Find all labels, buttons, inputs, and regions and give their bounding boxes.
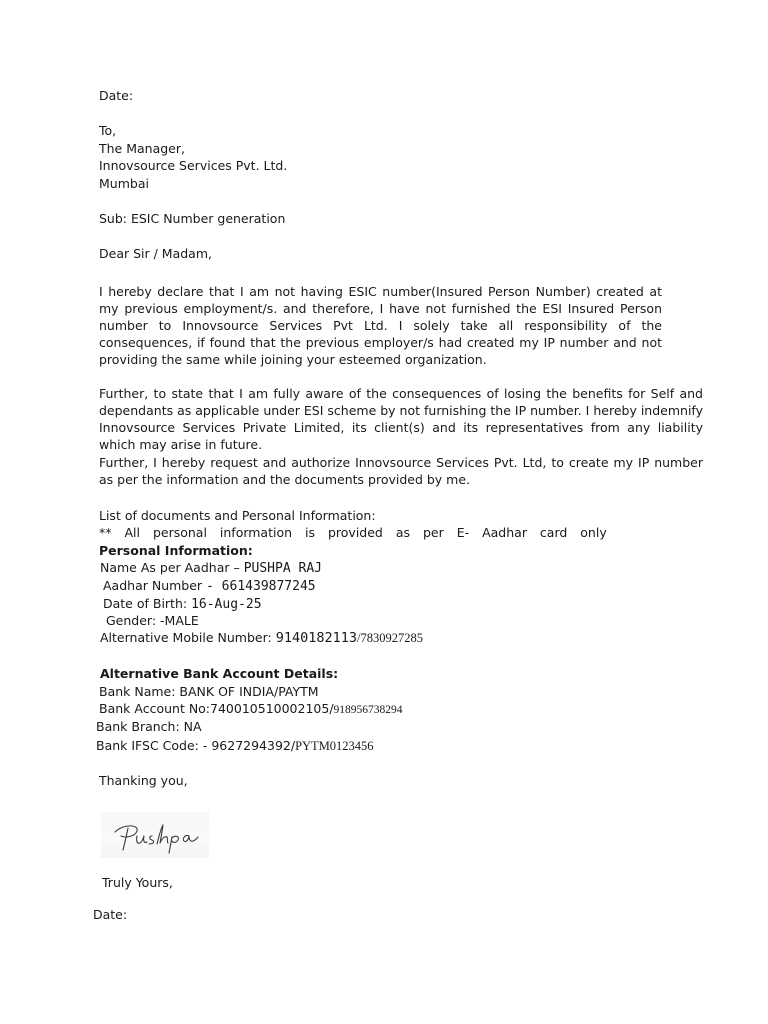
bank-ifsc-label: Bank IFSC Code: - 9627294392/ xyxy=(96,738,296,753)
aadhar-label: Aadhar Number xyxy=(103,578,207,593)
documents-note: ** All personal information is provided as per E- Aadhar card only xyxy=(99,525,607,540)
bank-branch: Bank Branch: NA xyxy=(96,719,202,734)
subject-line: Sub: ESIC Number generation xyxy=(99,211,286,226)
name-line xyxy=(100,559,322,577)
address-manager: The Manager, xyxy=(99,141,185,156)
declaration-paragraph-3: Further, I hereby request and authorize Innovsource Services Pvt. Ltd, to create my IP number as per the information and the documents provided by me. xyxy=(99,455,703,487)
address-company: Innovsource Services Pvt. Ltd. xyxy=(99,158,288,173)
bank-account-line xyxy=(99,700,403,719)
mobile-primary: 9140182113 xyxy=(275,630,357,646)
documents-heading: List of documents and Personal Information: xyxy=(99,508,376,523)
declaration-paragraph-1: I hereby declare that I am not having ESIC number(Insured Person Number) created at my previous employment/s. and therefore, I have not furnished the ESI Insured Person number to Innovsource Services Pvt Ltd. I solely take all responsibility of the consequences, if found that the previous employer/s had created my IP number and not providing the same while joining your esteemed organization. xyxy=(99,284,662,367)
date-label-bottom: Date: xyxy=(93,907,128,922)
dob-value: 16-Aug-25 xyxy=(191,597,262,612)
mobile-line xyxy=(100,629,423,647)
bank-account-secondary: 918956738294 xyxy=(333,704,403,716)
signature-image xyxy=(101,812,209,858)
gender-line: Gender: -MALE xyxy=(106,613,199,628)
personal-info-heading: Personal Information: xyxy=(99,543,253,558)
address-to: To, xyxy=(99,123,117,138)
name-value: PUSHPA RAJ xyxy=(243,561,322,576)
salutation: Dear Sir / Madam, xyxy=(99,246,212,261)
thanking-you: Thanking you, xyxy=(99,773,188,788)
dob-label: Date of Birth: xyxy=(103,596,192,611)
bank-heading: Alternative Bank Account Details: xyxy=(100,666,339,681)
dob-line xyxy=(103,595,262,613)
name-label: Name As per Aadhar – xyxy=(100,560,244,575)
date-label-top: Date: xyxy=(99,88,134,103)
aadhar-line xyxy=(103,577,316,595)
address-city: Mumbai xyxy=(99,176,149,191)
bank-ifsc-secondary: PYTM0123456 xyxy=(295,739,374,753)
signature-stroke xyxy=(101,812,209,858)
bank-account-label: Bank Account No:740010510002105/ xyxy=(99,701,334,716)
declaration-paragraph-2: Further, to state that I am fully aware of the consequences of losing the benefits for Self and dependants as applicable under ESI scheme by not furnishing the IP number. I hereby indemnify Innovsource Services Private Limited, its client(s) and its representatives from any liability which may arise in future. xyxy=(99,386,703,452)
bank-ifsc-line xyxy=(96,737,374,755)
truly-yours: Truly Yours, xyxy=(102,875,173,890)
bank-name: Bank Name: BANK OF INDIA/PAYTM xyxy=(99,684,319,699)
mobile-label: Alternative Mobile Number: xyxy=(100,630,276,645)
aadhar-value: - 661439877245 xyxy=(206,579,316,594)
mobile-secondary: /7830927285 xyxy=(357,631,423,645)
